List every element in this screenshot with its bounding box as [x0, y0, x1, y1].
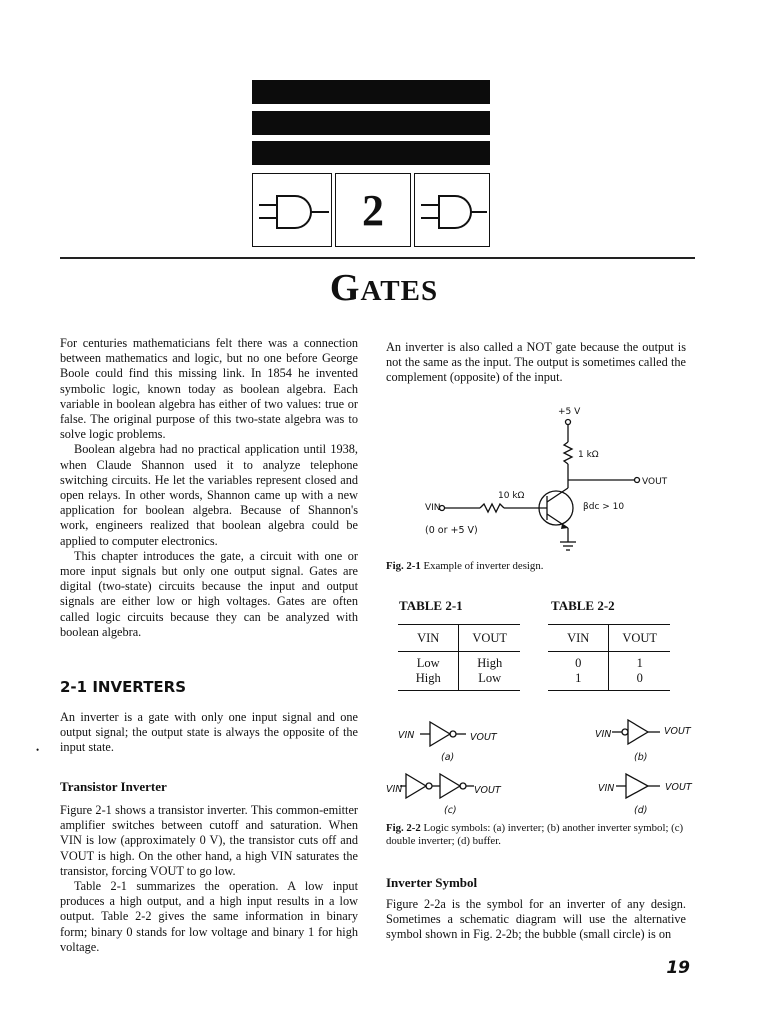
table-cell: Low	[478, 671, 502, 685]
collector-resistor-label: 1 kΩ	[578, 450, 599, 460]
sym-c-label: (c)	[444, 805, 457, 816]
table-cell: 0	[636, 671, 643, 685]
supply-label: +5 V	[558, 407, 581, 417]
sym-c-vout: VOUT	[474, 785, 501, 796]
and-gate-box-right	[414, 173, 490, 247]
sym-a-vout: VOUT	[470, 732, 497, 743]
table-header-cell: VIN	[398, 625, 459, 652]
header-bar-3	[252, 141, 490, 165]
title-rest: ATES	[360, 275, 439, 307]
vin-label: VIN	[425, 503, 441, 513]
sym-b-vout: VOUT	[664, 726, 691, 737]
inverter-symbol-paragraph: Figure 2-2a is the symbol for an inverter of any design. Sometimes a schematic diagram will use the alternative symbol shown in Fig. 2-2b; the bubble (small circle) is on	[386, 897, 686, 942]
chapter-title	[0, 266, 768, 310]
alt-inverter-symbol-icon	[612, 717, 672, 747]
and-gate-icon	[415, 174, 491, 248]
not-gate-paragraph: An inverter is also called a NOT gate because the output is not the same as the input. The output is sometimes called the complement (opposite) of the input.	[386, 340, 686, 385]
vin-range-label: (0 or +5 V)	[425, 525, 478, 536]
header-bar-1	[252, 80, 490, 104]
not-gate-text	[386, 340, 686, 386]
table-row	[548, 652, 670, 672]
section-text	[60, 710, 358, 756]
table-cell: High	[477, 656, 503, 670]
chapter-number: 2	[362, 185, 384, 235]
fig-2-1-caption-label: Fig. 2-1	[386, 560, 421, 572]
sym-b-vin: VIN	[595, 729, 612, 740]
table-header-cell: VIN	[548, 625, 609, 652]
table-2-1-label: TABLE 2-1	[399, 598, 463, 613]
sym-a-label: (a)	[441, 752, 455, 763]
intro-paragraph-2: Boolean algebra had no practical application until 1938, when Claude Shannon used it to analyze telephone switching circuits. He let the variables represent closed and open relays. In other words, Shannon came up with a new application for boolean algebra. Because of Shannon's work, engineers realized that boolean algebra could be applied to computer electronics.	[60, 442, 358, 548]
inverter-symbol-heading: Inverter Symbol	[386, 875, 478, 890]
transistor-inverter-heading: Transistor Inverter	[60, 779, 167, 794]
sym-d-label: (d)	[634, 805, 648, 816]
fig-2-1-caption	[386, 560, 543, 573]
table-cell: Low	[398, 652, 459, 672]
and-gate-box-left	[252, 173, 332, 247]
sym-b-label: (b)	[634, 752, 648, 763]
table-row	[398, 671, 520, 691]
table-cell: 0	[548, 652, 609, 672]
fig-2-2-caption	[386, 822, 692, 848]
base-resistor-label: 10 kΩ	[498, 491, 525, 501]
transistor-text	[60, 803, 358, 955]
transistor-paragraph-1: Figure 2-1 shows a transistor inverter. This common-emitter amplifier switches between cutoff and saturation. When VIN is low (approximately 0 V), the transistor cuts off and VOUT is high. On the other hand, a high VIN saturates the transistor, forcing VOUT to go low.	[60, 803, 358, 878]
fig-2-1-caption-text: Example of inverter design.	[423, 560, 544, 572]
table-cell: High	[398, 671, 459, 691]
margin-dot: •	[36, 745, 40, 755]
inverter-symbol-text	[386, 897, 686, 943]
and-gate-icon	[253, 174, 333, 248]
header-rule	[60, 257, 695, 259]
title-first-letter: G	[329, 267, 361, 309]
transistor-paragraph-2: Table 2-1 summarizes the operation. A low input produces a high output, and a high input results in a low output. Table 2-2 gives the same information in binary form; binary 0 stands for low voltage and binary 1 for high voltage.	[60, 879, 358, 954]
sym-a-vin: VIN	[398, 730, 415, 741]
table-row	[548, 671, 670, 691]
sym-c-vin: VIN	[386, 784, 403, 795]
intro-paragraph-1: For centuries mathematicians felt there was a connection between mathematics and logic, but no one before George Boole could find this missing link. In 1854 he invented symbolic logic, known today as boolean algebra. Each variable in boolean algebra has either of two values: true or false. The original purpose of this two-state algebra was to solve logic problems.	[60, 336, 358, 442]
beta-label: βdc > 10	[583, 502, 625, 512]
page-number: 19	[666, 958, 690, 978]
vout-label: VOUT	[642, 477, 668, 487]
table-header-cell: VOUT	[472, 630, 508, 645]
table-2-1	[398, 624, 520, 691]
section-heading: 2-1 INVERTERS	[60, 678, 187, 696]
fig-2-2-caption-text: Logic symbols: (a) inverter; (b) another inverter symbol; (c) double inverter; (d) buffer.	[386, 822, 684, 847]
table-cell: 1	[548, 671, 609, 691]
fig-2-2-caption-label: Fig. 2-2	[386, 822, 421, 834]
table-cell: 1	[636, 656, 643, 670]
sym-d-vout: VOUT	[665, 782, 692, 793]
intro-text	[60, 336, 358, 640]
table-header-row	[398, 625, 520, 652]
table-header-cell: VOUT	[622, 630, 658, 645]
table-2-2	[548, 624, 670, 691]
header-bar-2	[252, 111, 490, 135]
table-2-2-label: TABLE 2-2	[551, 598, 615, 613]
section-paragraph: An inverter is a gate with only one input signal and one output signal; the output state is always the opposite of the input state.	[60, 710, 358, 755]
sym-d-vin: VIN	[598, 783, 615, 794]
intro-paragraph-3: This chapter introduces the gate, a circuit with one or more input signals but only one output signal. Gates are digital (two-state) circuits because the input and output signals are either low or high voltages. Gates are often called logic circuits because they can be analyzed with boolean algebra.	[60, 548, 358, 639]
table-header-row	[548, 625, 670, 652]
table-row	[398, 652, 520, 672]
